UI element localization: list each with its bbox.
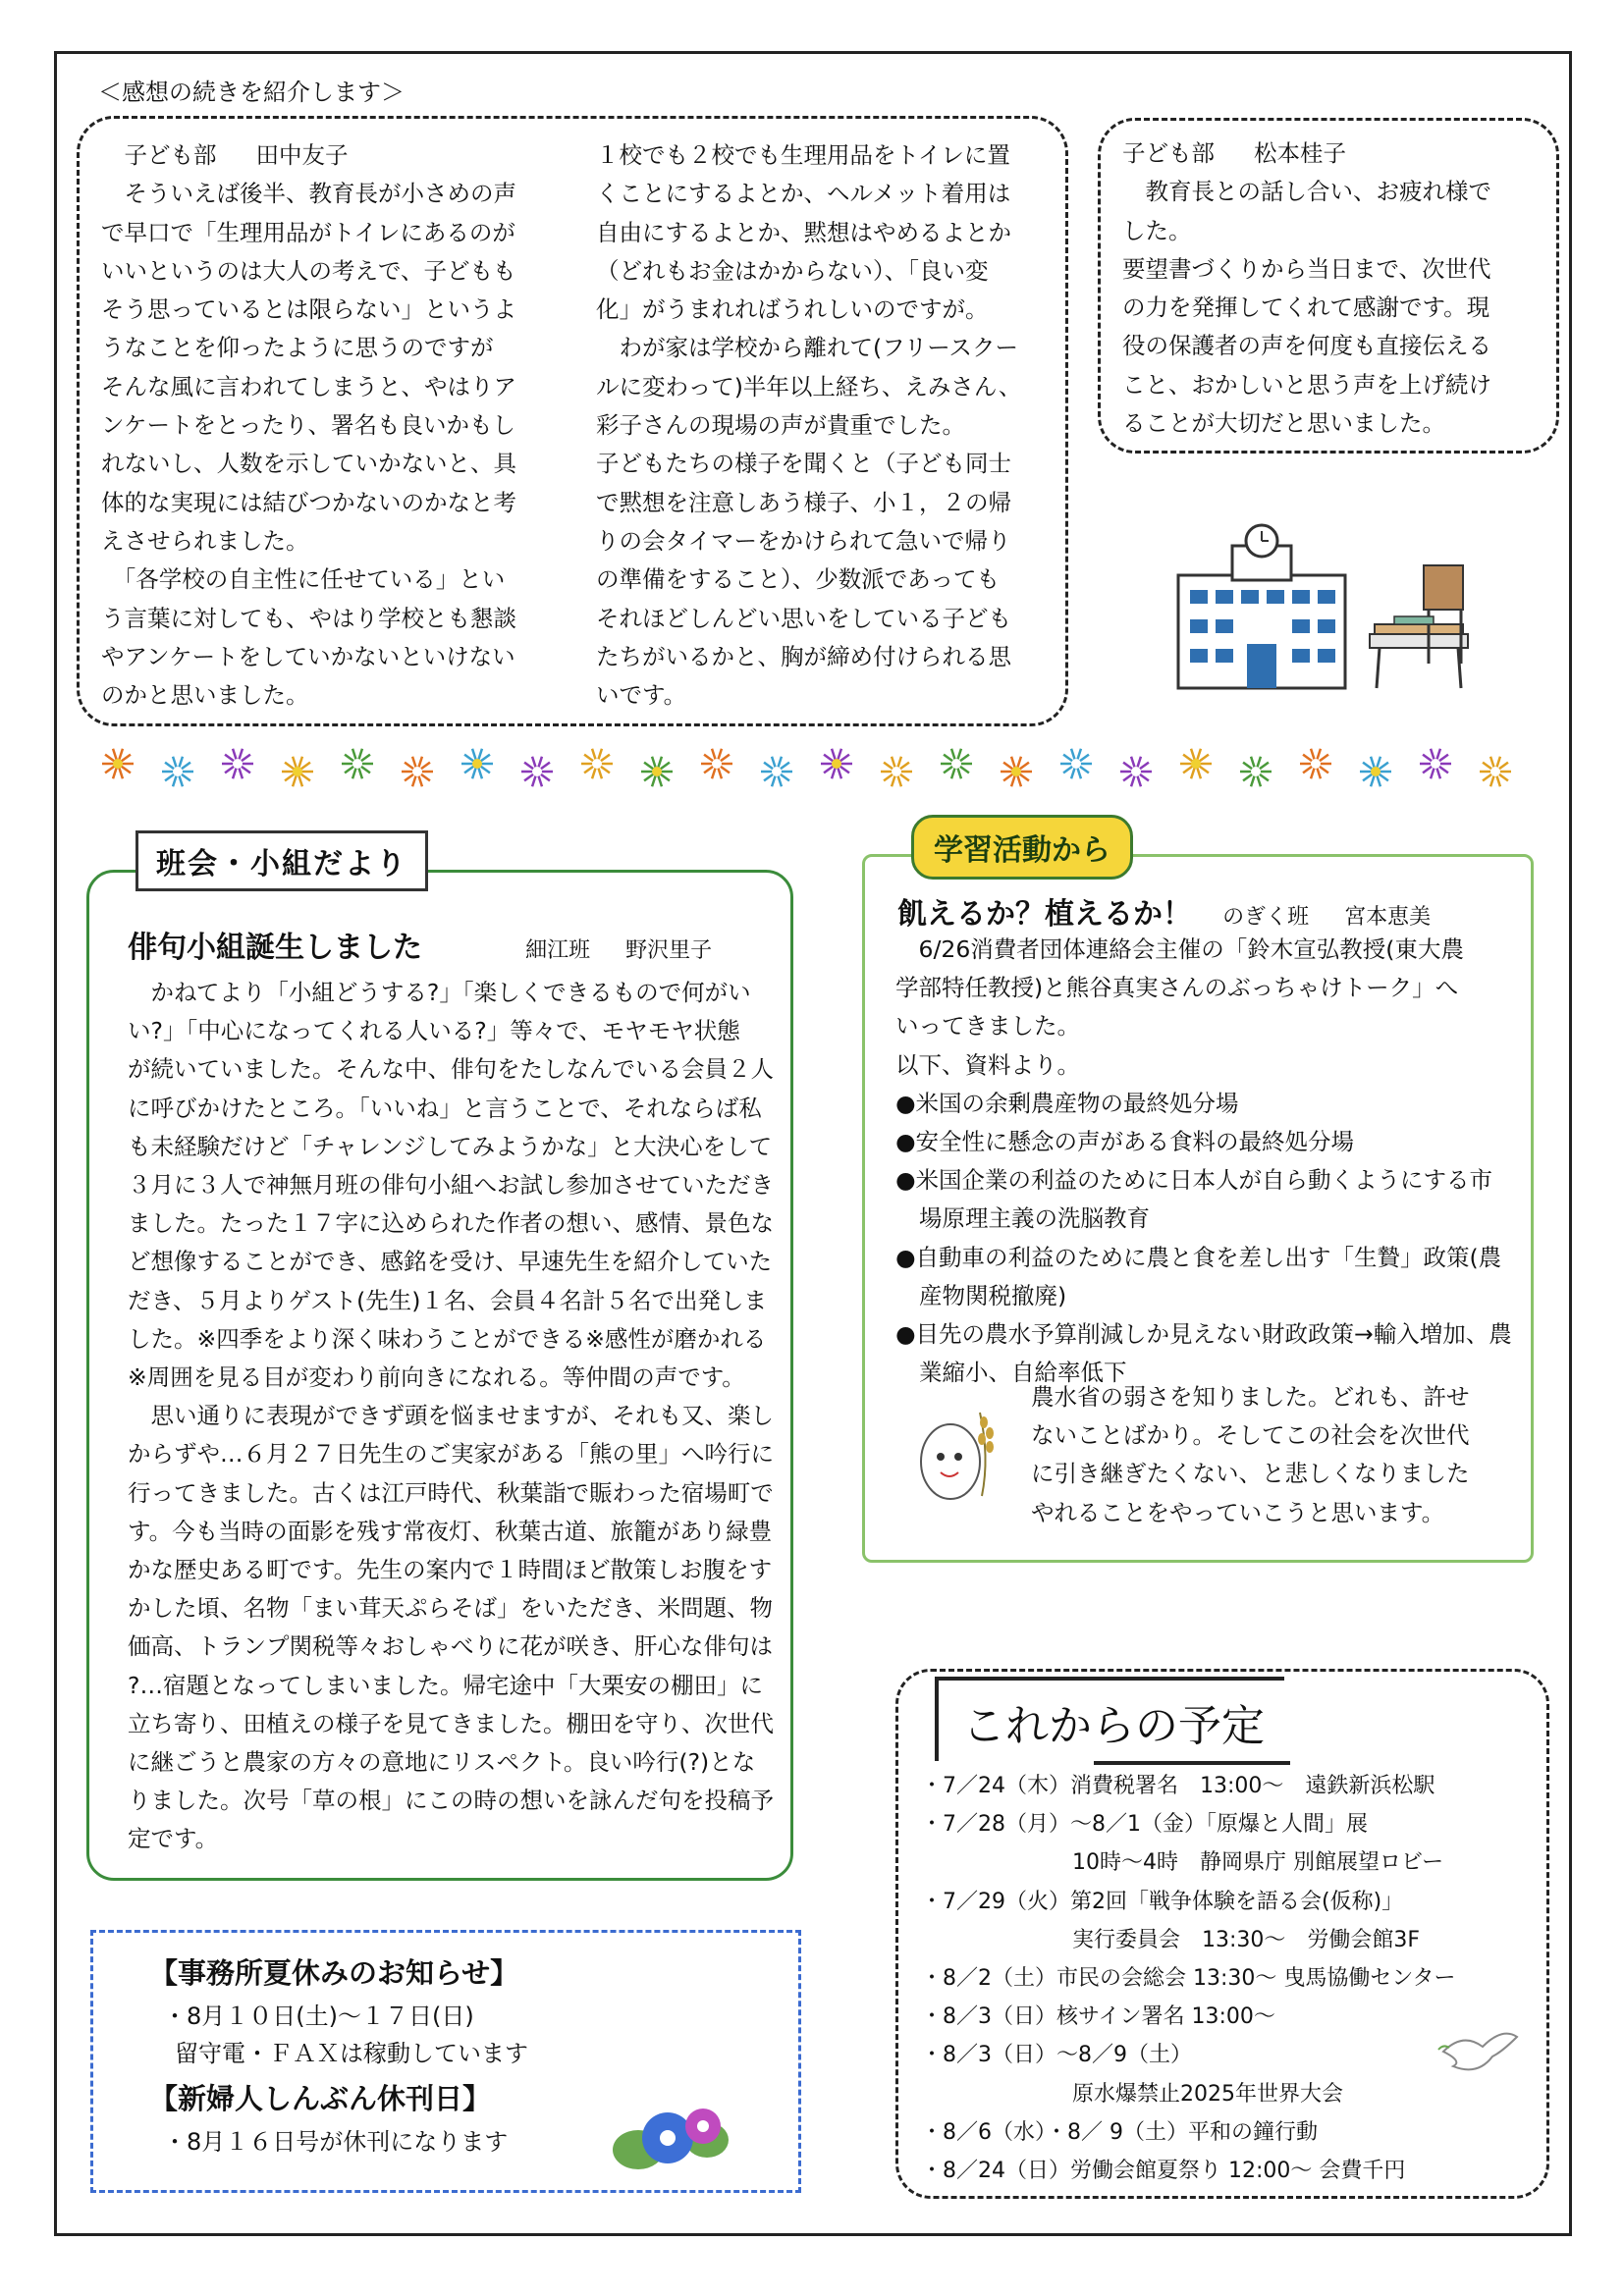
list-item: ●米国の余剰農産物の最終処分場: [895, 1089, 1239, 1117]
schedule-box: [895, 1669, 1549, 2199]
study-title: 学習活動から: [911, 815, 1133, 880]
list-item: ●自動車の利益のために農と食を差し出す「生贄」政策(農産物関税撤廃): [895, 1243, 1502, 1309]
schedule-item: ・8／24（日）労働会館夏祭り 12:00～ 会費千円: [921, 2159, 1406, 2184]
dove-icon: [1434, 2022, 1522, 2081]
study-article-title: 飢えるか？植えるか！: [897, 897, 1192, 932]
list-item: ●目先の農水予算削減しか見えない財政政策→輸入増加、農業縮小、自給率低下: [895, 1320, 1512, 1387]
schedule-item: ・8／3（日）核サイン署名 13:00～: [921, 2004, 1275, 2030]
feedback-box-tanaka: [77, 116, 1068, 726]
flower-border-decoration: [98, 738, 1532, 797]
feedback-author: 田中友子: [255, 141, 349, 169]
schedule-item: ・8／6（水）・8／ 9（土）平和の鐘行動: [921, 2119, 1318, 2145]
notice-title-newspaper: 【新婦人しんぶん休刊日】: [149, 2082, 492, 2115]
school-illustration: [1159, 516, 1483, 693]
intro-heading: ＜感想の続きを紹介します＞: [98, 79, 405, 106]
feedback-author: 松本桂子: [1254, 139, 1346, 167]
schedule-item: ・7／29（火）第2回「戦争体験を語る会(仮称)」: [921, 1889, 1404, 1914]
hankai-section: [77, 830, 803, 1891]
article-author: 野沢里子: [625, 938, 713, 963]
study-closing: 農水省の弱さを知りました。どれも、許せ ないことばかり。そしてこの社会を次世代 に引き継ぎたくない、と悲しくなりました やれることをやっていこうと思います。: [1031, 1383, 1470, 1526]
feedback-text: 教育長との話し合い、お疲れ様で した。 要望書づくりから当日まで、次世代 の力を発揮してくれて感謝です。現 役の保護者の声を何度も直接伝える こと、おかしいと思う声を上げ続け ることが大切だと思いました。: [1122, 178, 1491, 438]
schedule-item: ・7／28（月）～8／1（金）「原爆と人間」展: [921, 1812, 1368, 1838]
notice-title-office: 【事務所夏休みのお知らせ】: [149, 1956, 519, 1990]
feedback-text-col-b: １校でも２校でも生理用品をトイレに置 くことにするよとか、ヘルメット着用は 自由にするよとか、黙想はやめるよとか （どれもお金はかからない）、「良い変 化」がうまれればうれしいのですが。 わが家は学校から離れて(フリースクー ルに変わって)半年以上経ち、えみさん、 彩子さんの現場の声が貴重でした。 子どもたちの様子を聞くと（子ども同士 で黙想を注意しあう様子、小１，２の帰 りの会タイマーをかけられて急いで帰り の準備をすること）、少数派であっても それほどしんどい思いをしている子ども たちがいるかと、胸が締め付けられる思 いです。: [596, 141, 1022, 710]
feedback-dept: 子ども部: [124, 141, 217, 169]
article-title: 俳句小組誕生しました: [128, 931, 422, 965]
schedule-item: 実行委員会 13:30～ 労働会館3F: [921, 1927, 1421, 1952]
schedule-item: ・8／3（日）～8／9（土）: [921, 2043, 1192, 2068]
schedule-item: ・7／24（木）消費税署名 13:00～ 遠鉄新浜松駅: [921, 1774, 1435, 1798]
feedback-box-matsumoto: [1098, 118, 1559, 454]
notice-line: ・8月１０日(土)～１７日(日): [163, 2002, 474, 2030]
list-item: ●米国企業の利益のために日本人が自ら動くようにする市場原理主義の洗脳教育: [895, 1166, 1493, 1233]
schedule-title: これからの予定: [962, 1701, 1265, 1751]
feedback-text-col-a: そういえば後半、教育長が小さめの声 で早口で「生理用品がトイレにあるのが いいというのは大人の考えで、子どもも そう思っているとは限らない」というよ うなことを仰ったように思うのですが そんな風に言われてしまうと、やはりア ンケートをとったり、署名も良いかもし れないし、人数を示していかないと、具 体的な実現には結びつかないのかなと考 えさせられました。 「各学校の自主性に任せている」とい う言葉に対しても、やはり学校とも懇談 やアンケートをしていかないといけない のかと思いました。: [101, 180, 516, 710]
han-name: 細江班: [525, 938, 591, 963]
hankai-title: 班会・小組だより: [135, 830, 428, 891]
article-body: かねてより「小組どうする?」「楽しくできるもので何がい い?」「中心になってくれる人いる?」等々で、モヤモヤ状態 が続いていました。そんな中、俳句をたしなんでいる会員２人 に呼びかけたところ。「いいね」と言うことで、それならば私 も未経験だけど「チャレンジしてみようかな」と大決心をして ３月に３人で神無月班の俳句小組へお試し参加させていただき ました。たった１７字に込められた作者の想い、感情、景色な ど想像することができ、感銘を受け、早速先生を紹介していた だき、５月よりゲスト(先生)１名、会員４名計５名で出発しま した。※四季をより深く味わうことができる※感性が磨かれる ※周囲を見る目が変わり前向きになれる。等仲間の声です。 思い通りに表現ができず頭を悩ませますが、それも又、楽し からずや…６月２７日先生のご実家がある「熊の里」へ吟行に 行ってきました。古くは江戸時代、秋葉詣で賑わった宿場町で す。今も当時の面影を残す常夜灯、秋葉古道、旅籠があり緑豊 かな歴史ある町です。先生の案内で１時間ほど散策しお腹をす かした頃、名物「まい茸天ぷらそば」をいただき、米問題、物 価高、トランプ関税等々おしゃべりに花が咲き、肝心な俳句は ?…宿題となってしまいました。帰宅途中「大栗安の棚田」に 立ち寄り、田植えの様子を見てきました。棚田を守り、次世代 に継ごうと農家の方々の意地にリスペクト。良い吟行(?)とな りました。次号「草の根」にこの時の想いを詠んだ句を投稿予 定です。: [128, 979, 774, 1853]
schedule-item: 10時～4時 静岡県庁 別館展望ロビー: [921, 1850, 1444, 1876]
schedule-item: ・8／2（土）市民の会総会 13:30～ 曳馬協働センター: [921, 1966, 1456, 1992]
han-name: のぎく班: [1222, 905, 1310, 930]
article-author: 宮本恵美: [1344, 905, 1432, 930]
rice-mascot-icon: [911, 1398, 1009, 1506]
study-intro: 6/26消費者団体連絡会主催の「鈴木宣弘教授(東大農 学部特任教授)と熊谷真実さんのぶっちゃけトーク」へ いってきました。 以下、資料より。: [895, 935, 1464, 1079]
schedule-item: 原水爆禁止2025年世界大会: [921, 2081, 1343, 2107]
notice-line: ・8月１６日号が休刊になります: [163, 2128, 509, 2156]
morning-glory-icon: [609, 2091, 736, 2179]
feedback-dept: 子ども部: [1122, 139, 1215, 167]
notice-line: 留守電・ＦＡＸは稼動しています: [175, 2040, 528, 2067]
list-item: ●安全性に懸念の声がある食料の最終処分場: [895, 1128, 1355, 1156]
